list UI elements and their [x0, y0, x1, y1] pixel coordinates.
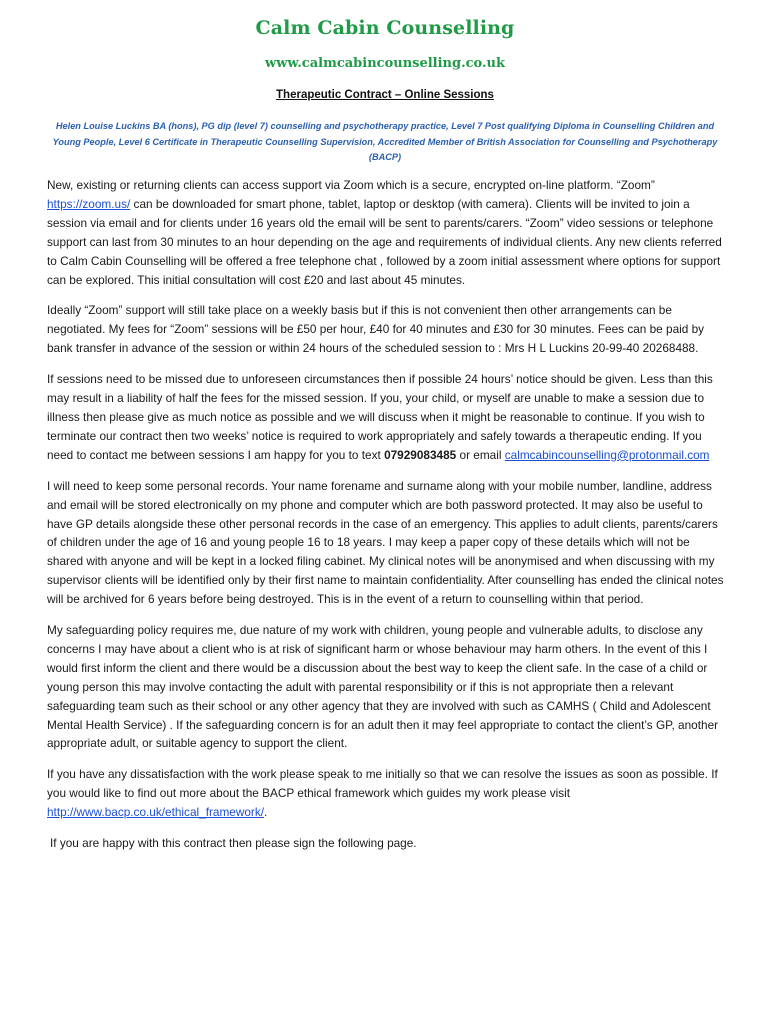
paragraph-records: I will need to keep some personal records. Your name forename and surname along with your mobile number, landline, address and email will be stored electronically on my phone and computer which are both password protected. It may also be useful to have GP details alongside these other personal records in the case of an emergency. This applies to adult clients, parents/carers of children under the age of 16 and young people 16 to 18 years. I may keep a paper copy of these details which will not be shared with anyone and will be kept in a locked filing cabinet. My clinical notes will be anonymised and when discussing with my supervisor clients will be identified only by their first name to maintain confidentiality. After counselling has ended the clinical notes will be archived for 6 years before being destroyed. This is in the event of a return to counselling within that period. — [47, 478, 724, 607]
paragraph-safeguarding: My safeguarding policy requires me, due nature of my work with children, young people and vulnerable adults, to disclose any concerns I may have about a client who is at risk of significant harm or whose behaviour may harm others. In the event of this I would first inform the client and there would be a discussion about the best way to keep the client safe. In the case of a child or young person this may involve contacting the adult with parental responsibility or if this is not appropriate then a relevant safeguarding team such as their school or any other agency that they are involved with such as CAMHS ( Child and Adolescent Mental Health Service) . If the safeguarding concern is for an adult then it may feel appropriate to contact the client’s GP, another appropriate adult, or suitable agency to support the client. — [47, 623, 719, 751]
paragraph-zoom-access — [47, 176, 725, 289]
phone-number: 07929083485 — [384, 447, 457, 462]
paragraph-dissatisfaction — [47, 765, 725, 822]
contract-body — [47, 176, 725, 865]
paragraph-text: or email — [456, 447, 505, 462]
bacp-framework-link[interactable]: http://www.bacp.co.uk/ethical_framework/ — [47, 805, 265, 820]
paragraph-missed-sessions — [47, 370, 725, 465]
counsellor-credentials: Helen Louise Luckins BA (hons), PG dip (level 7) counselling and psychotherapy practice, Level 7 Post qualifying Diploma in Counselling Children and Young People, Level 6 Certificate in Therapeutic Counselling Supervision, Accredited Member of British Association for Counselling and Psychotherapy (BACP) — [52, 121, 718, 162]
contract-title: Therapeutic Contract – Online Sessions — [276, 89, 494, 101]
website-address: www.calmcabincounselling.co.uk — [265, 56, 505, 71]
paragraph-text: If sessions need to be missed due to unforeseen circumstances then if possible 24 hours’ notice should be given. Less than this may result in a liability of half the fees for the missed session. If you, your child, or myself are unable to make a session due to illness then please give as much notice as possible and we will discuss when it might be reasonable to continue. If you wish to terminate our contract then two weeks’ notice is required to work appropriately and safely towards a therapeutic ending. If you need to contact me between sessions I am happy for you to text — [47, 372, 713, 462]
paragraph-sign-prompt: If you are happy with this contract then please sign the following page. — [50, 836, 417, 851]
paragraph-text: . — [264, 805, 268, 820]
zoom-link[interactable]: https://zoom.us/ — [47, 196, 131, 211]
paragraph-fees: Ideally “Zoom” support will still take place on a weekly basis but if this is not convenient then other arrangements can be negotiated. My fees for “Zoom” sessions will be £50 per hour, £40 for 40 minutes and £30 for 30 minutes. Fees can be paid by bank transfer in advance of the session or within 24 hours of the scheduled session to : Mrs H L Luckins 20-99-40 20268488. — [47, 303, 705, 356]
email-link[interactable]: calmcabincounselling@protonmail.com — [504, 447, 710, 462]
paragraph-text: New, existing or returning clients can access support via Zoom which is a secure, encrypted on-line platform. “Zoom” — [47, 178, 655, 192]
organisation-title: Calm Cabin Counselling — [255, 17, 515, 39]
paragraph-text: can be downloaded for smart phone, tablet, laptop or desktop (with camera). Clients will be invited to join a session via email and for clients under 16 years old the email will be sent to parents/carers. “Zoom” video sessions or telephone support can last from 30 minutes to an hour depending on the age and requirements of individual clients. Any new clients referred to Calm Cabin Counselling will be offered a free telephone chat , followed by a zoom initial assessment where options for support can be explored. This initial consultation will cost £20 and last about 45 minutes. — [47, 196, 722, 287]
paragraph-text: If you have any dissatisfaction with the work please speak to me initially so that we can resolve the issues as soon as possible. If you would like to find out more about the BACP ethical framework which guides my work please visit — [47, 767, 718, 801]
